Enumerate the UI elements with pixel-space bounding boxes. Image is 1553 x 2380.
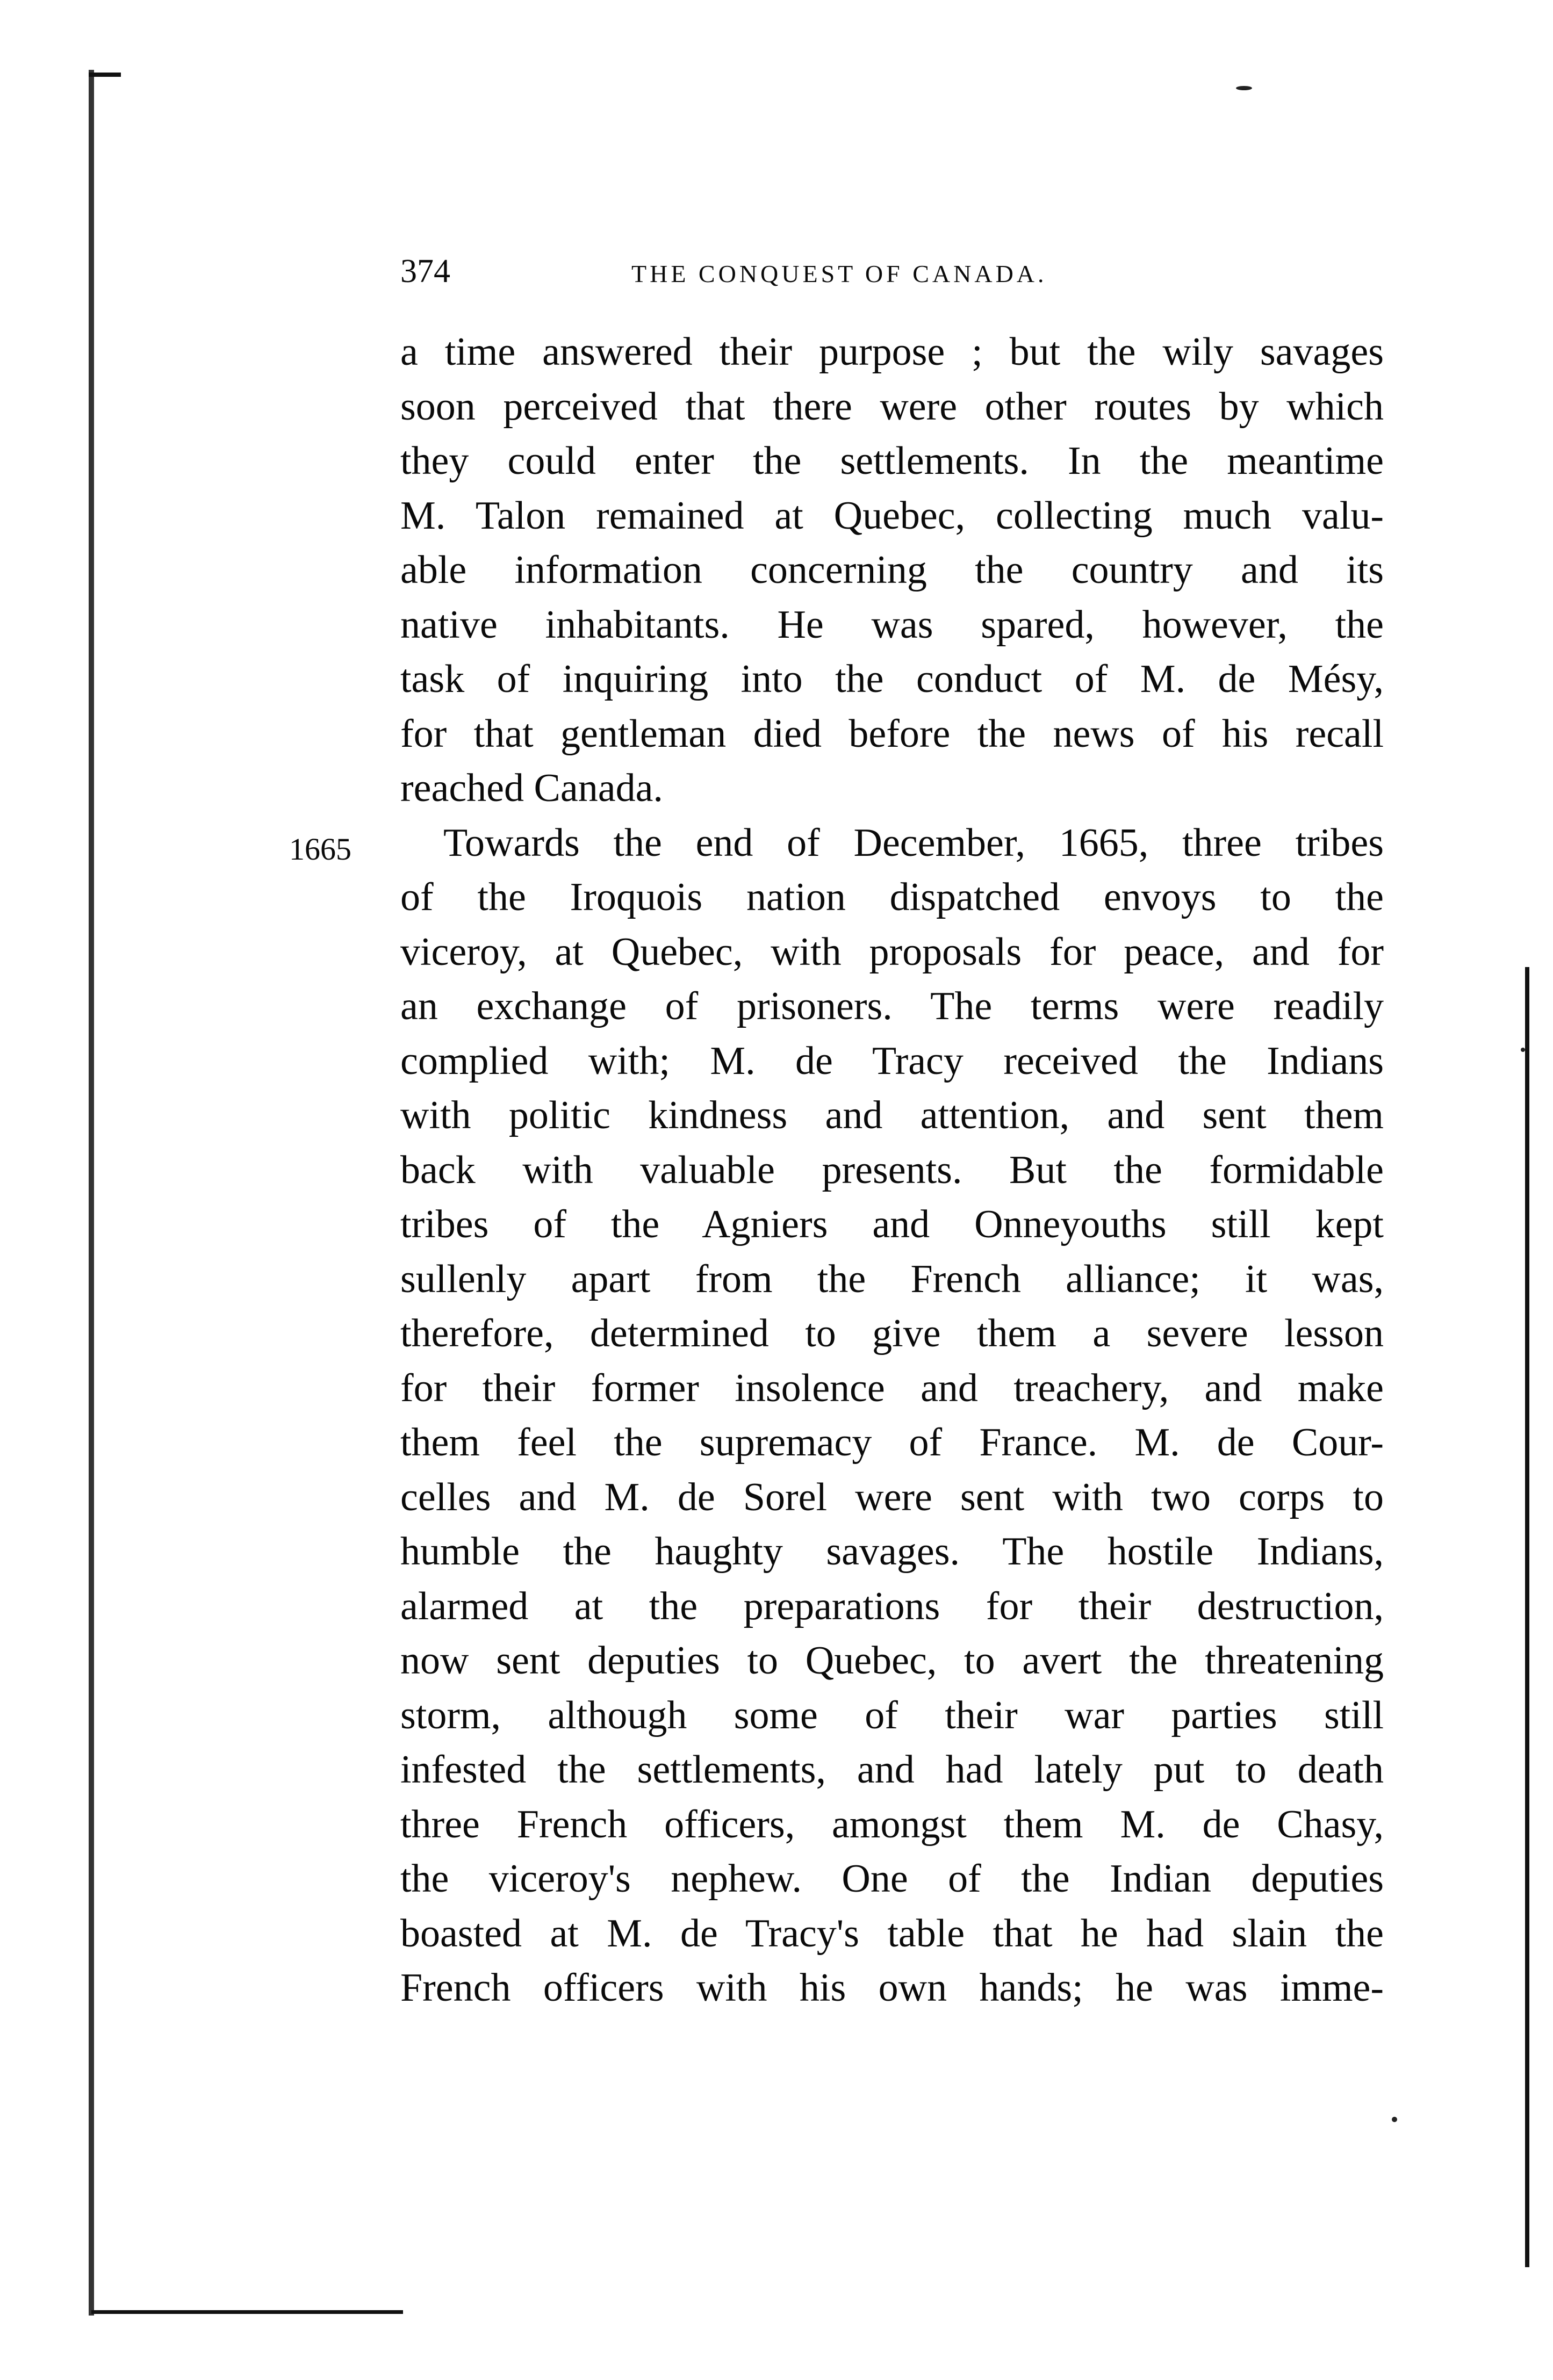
text-line: reached Canada. (400, 766, 663, 810)
text-line: for their former insolence and treachery, and make (400, 1366, 1384, 1410)
text-line: them feel the supremacy of France. M. de Cour- (400, 1420, 1384, 1465)
text-line: soon perceived that there were other routes by which (400, 384, 1384, 429)
right-edge-shadow (1525, 967, 1529, 2267)
text-line: humble the haughty savages. The hostile Indians, (400, 1530, 1384, 1574)
text-line: boasted at M. de Tracy's table that he had slain the (400, 1911, 1384, 1956)
scan-speck (1236, 86, 1252, 90)
text-line: for that gentleman died before the news of his recall (400, 711, 1384, 756)
text-line: able information concerning the country and its (400, 548, 1384, 592)
text-line: task of inquiring into the conduct of M. de Mésy, (400, 657, 1384, 701)
binding-edge-top-mark (89, 73, 121, 77)
text-line: they could enter the settlements. In the meantime (400, 439, 1384, 483)
text-line: three French officers, amongst them M. de Chasy, (400, 1802, 1384, 1847)
text-line: the viceroy's nephew. One of the Indian deputies (400, 1857, 1384, 1901)
text-line: back with valuable presents. But the formidable (400, 1148, 1384, 1192)
text-line: a time answered their purpose ; but the wily savages (400, 330, 1384, 374)
text-line: with politic kindness and attention, and sent them (400, 1093, 1384, 1137)
text-line: of the Iroquois nation dispatched envoys to the (400, 875, 1384, 919)
text-line: native inhabitants. He was spared, however, the (400, 602, 1384, 647)
text-line: celles and M. de Sorel were sent with two corps to (400, 1475, 1384, 1519)
text-line: alarmed at the preparations for their destruction, (400, 1584, 1384, 1628)
scan-speck (1521, 1048, 1525, 1052)
text-line: tribes of the Agniers and Onneyouths still kept (400, 1202, 1384, 1246)
text-line: an exchange of prisoners. The terms were readily (400, 984, 1384, 1028)
body-text (400, 325, 1384, 2016)
text-line: now sent deputies to Quebec, to avert the threatening (400, 1639, 1384, 1683)
binding-edge-bottom-rule (91, 2310, 403, 2314)
running-title: THE CONQUEST OF CANADA. (631, 260, 1047, 287)
binding-edge-left (89, 70, 94, 2316)
text-line: viceroy, at Quebec, with proposals for peace, and for (400, 929, 1384, 974)
text-line: therefore, determined to give them a severe lesson (400, 1311, 1384, 1355)
text-line: French officers with his own hands; he was imme- (400, 1966, 1384, 2010)
margin-date-note: 1665 (289, 832, 351, 867)
text-line: Towards the end of December, 1665, three tribes (443, 820, 1384, 865)
page-number: 374 (400, 253, 450, 290)
text-line: storm, although some of their war parties still (400, 1693, 1384, 1737)
scan-speck (1392, 2117, 1397, 2122)
text-line: infested the settlements, and had lately put to death (400, 1748, 1384, 1792)
running-head (400, 253, 1384, 301)
text-line: M. Talon remained at Quebec, collecting much valu- (400, 493, 1384, 538)
text-line: sullenly apart from the French alliance; it was, (400, 1257, 1384, 1301)
text-line: complied with; M. de Tracy received the Indians (400, 1038, 1384, 1083)
